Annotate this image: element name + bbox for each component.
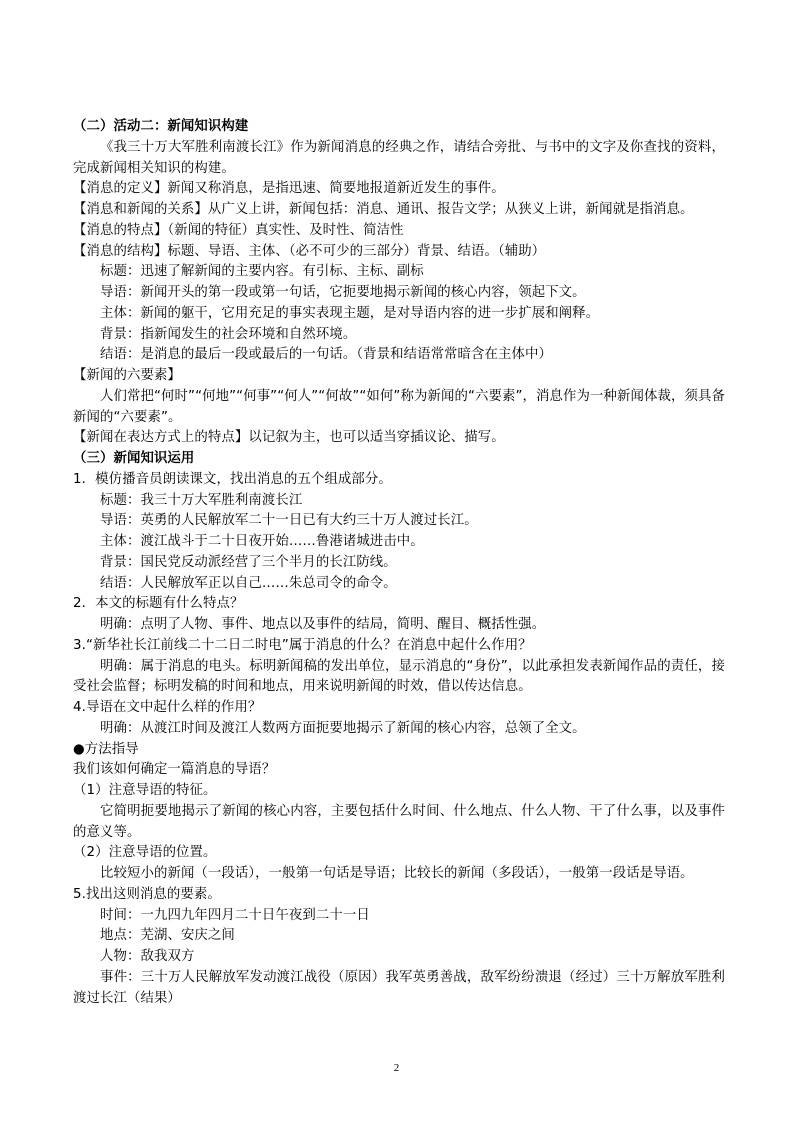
text-line: 事件：三十万人民解放军发动渡江战役（原因）我军英勇善战，敌军纷纷溃退（经过）三十万解放军胜利渡过长江（结果） xyxy=(73,969,725,1006)
text-line: 人物：敌我双方 xyxy=(100,949,195,964)
text-line: （2）注意导语的位置。 xyxy=(73,845,217,861)
text-line: ●方法指导 xyxy=(73,741,139,757)
text-line: 【消息的结构】标题、导语、主体、（必不可少的三部分）背景、结语。（辅助） xyxy=(73,243,546,259)
text-line: 时间：一九四九年四月二十日午夜到二十一日 xyxy=(100,907,370,923)
text-line: 【消息的特点】（新闻的特征）真实性、及时性、简洁性 xyxy=(73,222,404,238)
text-line: 背景：指新闻发生的社会环境和自然环境。 xyxy=(100,326,357,342)
text-line: 地点：芜湖、安庆之间 xyxy=(100,928,235,944)
text-line: 【新闻的六要素】 xyxy=(73,368,181,383)
text-line: 【消息的定义】新闻又称消息，是指迅速、简要地报道新近发生的事件。 xyxy=(73,181,505,197)
text-line: 人们常把“何时”“何地”“何事”“何人”“何故”“如何”称为新闻的“六要素”，消息作为一种新闻体裁，须具备新闻的“六要素”。 xyxy=(73,388,725,425)
text-line: 【新闻在表达方式上的特点】以记叙为主，也可以适当穿插议论、描写。 xyxy=(73,430,505,446)
text-line: 它简明扼要地揭示了新闻的核心内容，主要包括什么时间、什么地点、什么人物、干了什么事，以及事件的意义等。 xyxy=(73,803,725,840)
text-line: 明确：点明了人物、事件、地点以及事件的结局，简明、醒目、概括性强。 xyxy=(100,617,546,632)
text-line: （1）注意导语的特征。 xyxy=(73,783,217,798)
section-heading: （三）新闻知识运用 xyxy=(73,451,195,466)
text-line: 明确：属于消息的电头。标明新闻稿的发出单位，显示消息的“身份”，以此承担发表新闻作品的责任，接受社会监督；标明发稿的时间和地点，用来说明新闻的时效，借以传达信息。 xyxy=(73,658,725,695)
text-line: 1．模仿播音员朗读课文，找出消息的五个组成部分。 xyxy=(73,471,392,487)
text-line: 背景：国民党反动派经营了三个半月的长江防线。 xyxy=(100,554,397,570)
text-line: 《我三十万大军胜利南渡长江》作为新闻消息的经典之作，请结合旁批、与书中的文字及你查找的资料，完成新闻相关知识的构建。 xyxy=(73,139,725,176)
text-line: 2．本文的标题有什么特点？ xyxy=(73,596,244,612)
document-body xyxy=(73,117,725,1009)
text-line: 标题：我三十万大军胜利南渡长江 xyxy=(100,492,303,508)
text-line: 主体：新闻的躯干，它用充足的事实表现主题，是对导语内容的进一步扩展和阐释。 xyxy=(100,305,600,321)
text-line: 导语：新闻开头的第一段或第一句话，它扼要地揭示新闻的核心内容，领起下文。 xyxy=(100,285,586,300)
text-line: 结语：人民解放军正以自己……朱总司令的命令。 xyxy=(100,575,397,591)
text-line: 5.找出这则消息的要素。 xyxy=(73,886,221,902)
text-line: 结语：是消息的最后一段或最后的一句话。（背景和结语常常暗含在主体中） xyxy=(100,347,552,363)
page-number: 2 xyxy=(393,1062,400,1074)
text-line: 明确：从渡江时间及渡江人数两方面扼要地揭示了新闻的核心内容，总领了全文。 xyxy=(100,720,586,736)
text-line: 4.导语在文中起什么样的作用？ xyxy=(73,700,262,715)
text-line: 标题：迅速了解新闻的主要内容。有引标、主标、副标 xyxy=(100,264,424,280)
section-heading: （二）活动二：新闻知识构建 xyxy=(73,119,249,134)
text-line: 导语：英勇的人民解放军二十一日已有大约三十万人渡过长江。 xyxy=(100,513,478,529)
text-line: 我们该如何确定一篇消息的导语？ xyxy=(73,762,276,778)
text-line: 3.“新华社长江前线二十二日二时电”属于消息的什么？在消息中起什么作用？ xyxy=(73,637,532,653)
text-line: 主体：渡江战斗于二十日夜开始……鲁港诸城进击中。 xyxy=(100,534,424,549)
text-line: 【消息和新闻的关系】从广义上讲，新闻包括：消息、通讯、报告文学；从狭义上讲，新闻就是指消息。 xyxy=(73,202,694,217)
text-line: 比较短小的新闻（一段话），一般第一句话是导语；比较长的新闻（多段话），一般第一段话是导语。 xyxy=(100,866,694,881)
